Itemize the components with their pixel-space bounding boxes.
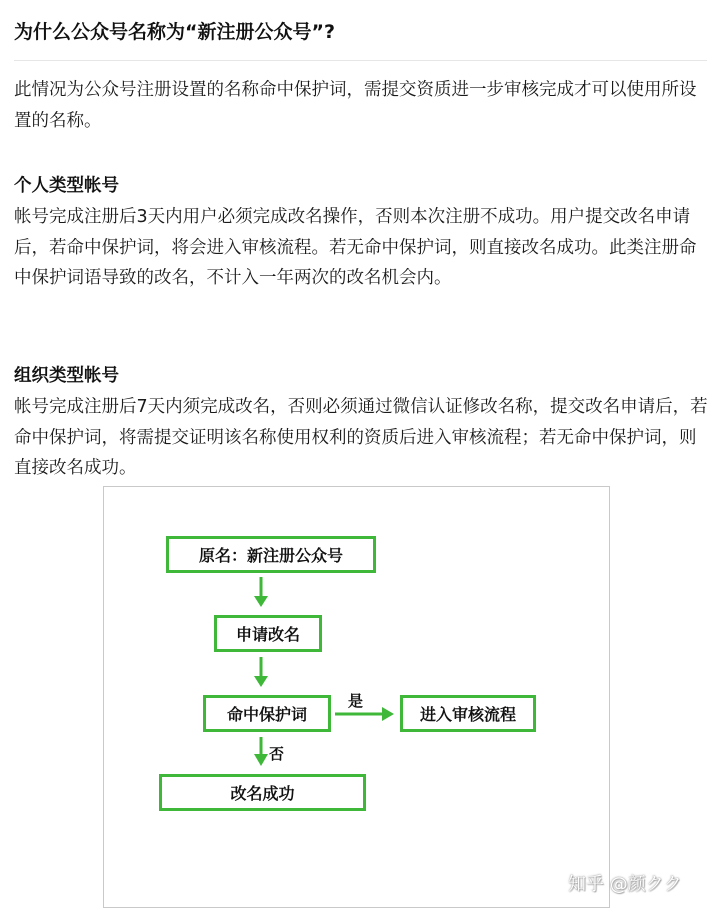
intro-paragraph: 此情况为公众号注册设置的名称命中保护词，需提交资质进一步审核完成才可以使用所设置的名称。 xyxy=(14,80,697,131)
arrow-protect-to-review xyxy=(335,707,394,721)
edge-label-no: 否 xyxy=(269,745,285,763)
edge-label-yes: 是 xyxy=(348,692,364,710)
title-divider xyxy=(14,60,707,61)
arrow-protect-to-success xyxy=(254,737,268,766)
zhihu-watermark: 知乎 @颜クク xyxy=(568,874,682,895)
arrow-original-to-apply xyxy=(254,577,268,607)
flow-node-rename-success: 改名成功 xyxy=(159,774,366,811)
flow-node-enter-review: 进入审核流程 xyxy=(400,695,536,732)
flow-node-hit-protected-word: 命中保护词 xyxy=(203,695,331,732)
arrow-apply-to-protect xyxy=(254,657,268,687)
rename-flowchart xyxy=(103,486,610,908)
flow-node-original-name: 原名：新注册公众号 xyxy=(166,536,376,573)
personal-account-heading: 个人类型帐号 xyxy=(14,176,119,196)
organization-account-heading: 组织类型帐号 xyxy=(14,366,119,386)
organization-account-paragraph: 帐号完成注册后7天内须完成改名，否则必须通过微信认证修改名称，提交改名申请后，若命中保护词，将需提交证明该名称使用权利的资质后进入审核流程；若无命中保护词，则直接改名成功。 xyxy=(14,397,708,478)
personal-account-paragraph: 帐号完成注册后3天内用户必须完成改名操作，否则本次注册不成功。用户提交改名申请后，若命中保护词，将会进入审核流程。若无命中保护词，则直接改名成功。此类注册命中保护词语导致的改名，不计入一年两次的改名机会内。 xyxy=(14,207,697,288)
page-title: 为什么公众号名称为“新注册公众号”? xyxy=(14,21,335,43)
flow-node-apply-rename: 申请改名 xyxy=(214,615,322,652)
